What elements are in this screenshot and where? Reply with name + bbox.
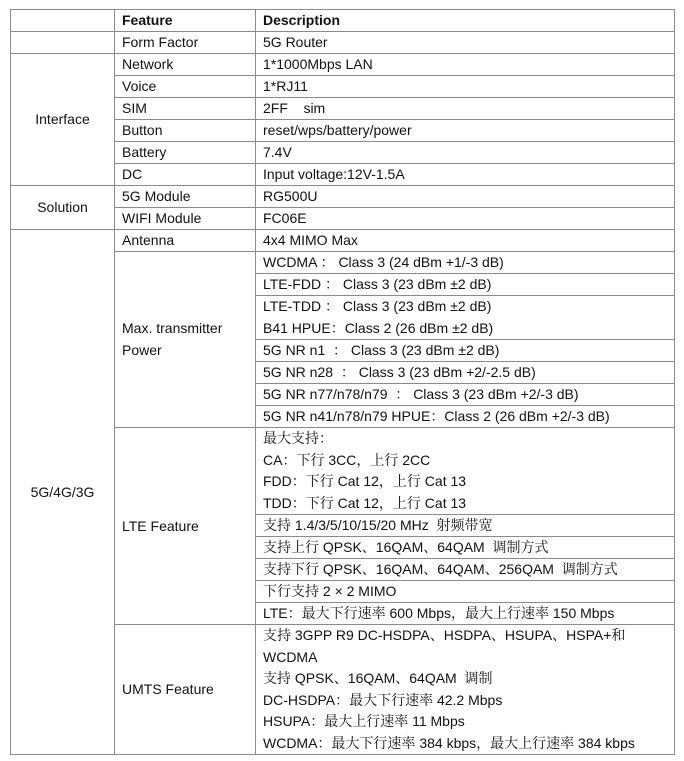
feature-label-line: Power	[122, 341, 162, 358]
feature-cell: WIFI Module	[115, 208, 256, 230]
feature-max-tx-power	[115, 252, 256, 428]
description-cell: 7.4V	[256, 142, 675, 164]
header-description: Description	[256, 10, 675, 32]
description-cell: 支持上行 QPSK、16QAM、64QAM 调制方式	[256, 537, 675, 559]
description-cell: 5G NR n77/n78/n79 ： Class 3 (23 dBm +2/-3 dB)	[256, 384, 675, 406]
description-line: 最大支持：	[263, 430, 333, 446]
table-row	[11, 230, 675, 252]
feature-cell: Battery	[115, 142, 256, 164]
feature-umts: UMTS Feature	[115, 625, 256, 755]
description-cell: reset/wps/battery/power	[256, 120, 675, 142]
description-cell: 支持 1.4/3/5/10/15/20 MHz 射频带宽	[256, 515, 675, 537]
description-cell	[256, 625, 675, 755]
header-feature: Feature	[115, 10, 256, 32]
description-cell: LTE-FDD ： Class 3 (23 dBm ±2 dB)	[256, 274, 675, 296]
feature-cell: Form Factor	[115, 32, 256, 54]
description-line: TDD：下行 Cat 12，上行 Cat 13	[263, 494, 467, 511]
description-cell: 1*RJ11	[256, 76, 675, 98]
description-cell: 5G Router	[256, 32, 675, 54]
description-cell: 2FF sim	[256, 98, 675, 120]
description-line: WCDMA	[263, 648, 318, 665]
group-interface: Interface	[11, 54, 115, 186]
description-cell: FC06E	[256, 208, 675, 230]
description-line: WCDMA：最大下行速率 384 kbps，最大上行速率 384 kbps	[263, 734, 635, 751]
description-cell	[256, 296, 675, 340]
description-cell: Input voltage:12V-1.5A	[256, 164, 675, 186]
header-group-cell	[11, 10, 115, 32]
description-cell	[256, 428, 675, 515]
feature-label-line: Max. transmitter	[122, 320, 223, 336]
description-cell: LTE：最大下行速率 600 Mbps，最大上行速率 150 Mbps	[256, 603, 675, 625]
description-cell: 5G NR n41/n78/n79 HPUE：Class 2 (26 dBm +2/-3 dB)	[256, 406, 675, 428]
description-line: B41 HPUE：Class 2 (26 dBm ±2 dB)	[263, 319, 494, 336]
description-cell: 下行支持 2 × 2 MIMO	[256, 581, 675, 603]
table-row	[11, 54, 675, 76]
description-line: 支持 QPSK、16QAM、64QAM 调制	[263, 670, 493, 686]
description-cell: 4x4 MIMO Max	[256, 230, 675, 252]
header-row	[11, 10, 675, 32]
feature-cell: Antenna	[115, 230, 256, 252]
description-cell: RG500U	[256, 186, 675, 208]
group-radio: 5G/4G/3G	[11, 230, 115, 755]
description-cell: 支持下行 QPSK、16QAM、64QAM、256QAM 调制方式	[256, 559, 675, 581]
feature-cell: Button	[115, 120, 256, 142]
table-row	[11, 186, 675, 208]
description-cell: WCDMA ： Class 3 (24 dBm +1/-3 dB)	[256, 252, 675, 274]
spec-table	[10, 9, 675, 755]
feature-cell: 5G Module	[115, 186, 256, 208]
table-row	[11, 32, 675, 54]
feature-cell: Voice	[115, 76, 256, 98]
empty-group-cell	[11, 32, 115, 54]
description-cell: 1*1000Mbps LAN	[256, 54, 675, 76]
description-line: HSUPA：最大上行速率 11 Mbps	[263, 713, 465, 729]
description-line: DC-HSDPA：最大下行速率 42.2 Mbps	[263, 691, 503, 708]
description-line: 支持 3GPP R9 DC-HSDPA、HSDPA、HSUPA、HSPA+和	[263, 627, 626, 643]
group-solution: Solution	[11, 186, 115, 230]
description-cell: 5G NR n1 ： Class 3 (23 dBm ±2 dB)	[256, 340, 675, 362]
feature-cell: Network	[115, 54, 256, 76]
feature-lte: LTE Feature	[115, 428, 256, 625]
feature-cell: DC	[115, 164, 256, 186]
feature-cell: SIM	[115, 98, 256, 120]
description-line: CA：下行 3CC，上行 2CC	[263, 451, 431, 468]
description-line: FDD：下行 Cat 12，上行 Cat 13	[263, 473, 467, 489]
description-line: LTE-TDD ： Class 3 (23 dBm ±2 dB)	[263, 298, 492, 314]
description-cell: 5G NR n28 ： Class 3 (23 dBm +2/-2.5 dB)	[256, 362, 675, 384]
